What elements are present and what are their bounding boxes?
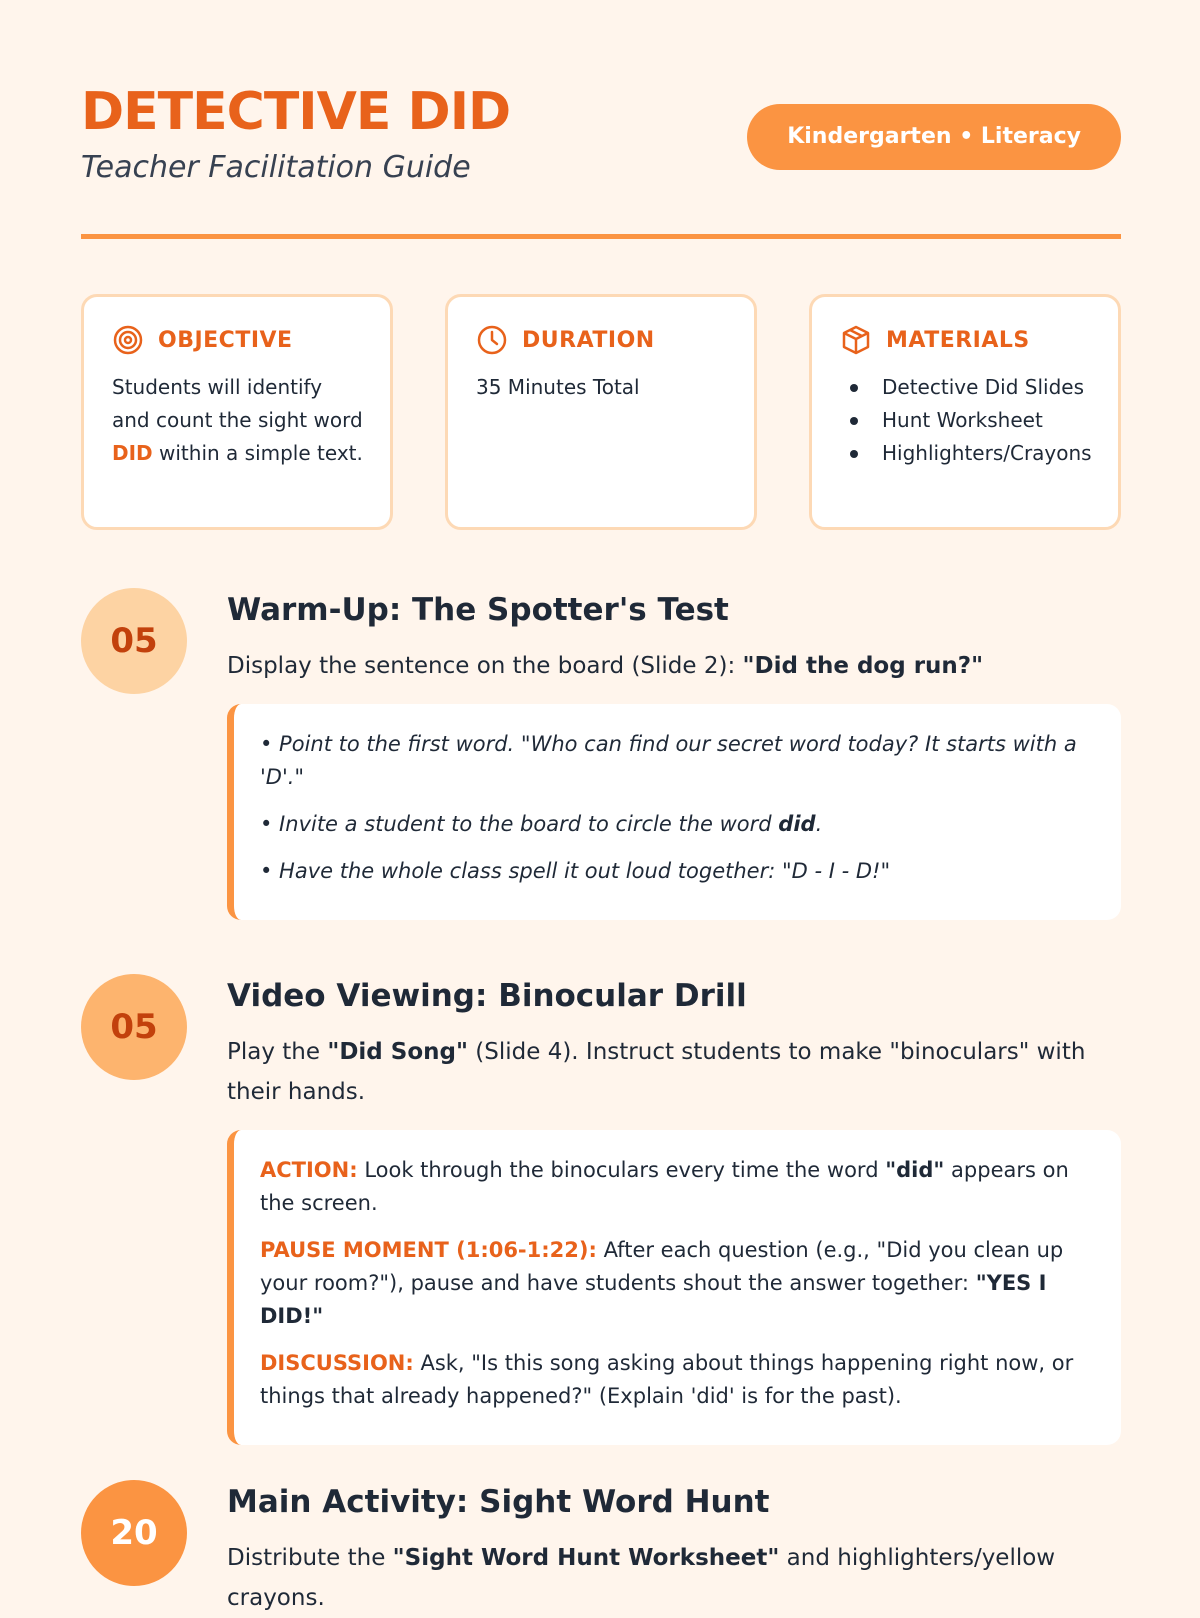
grade-subject-badge: Kindergarten • Literacy <box>747 104 1121 170</box>
materials-card <box>809 294 1121 530</box>
page-header <box>81 0 1121 238</box>
step-title: Main Activity: Sight Word Hunt <box>227 1484 770 1520</box>
step-description <box>227 646 1121 686</box>
note-discussion <box>260 1347 1095 1413</box>
note-after: appears on the screen. <box>260 1158 1069 1215</box>
desc-bold: "Sight Word Hunt Worksheet" <box>392 1545 780 1571</box>
duration-title: DURATION <box>522 327 655 353</box>
step-title: Warm-Up: The Spotter's Test <box>227 592 729 628</box>
bullet-text: • Invite a student to the board to circle the word <box>260 812 779 836</box>
clock-icon <box>476 324 508 356</box>
objective-title: OBJECTIVE <box>158 327 293 353</box>
header-divider <box>81 234 1121 239</box>
list-item: Detective Did Slides <box>850 371 1092 404</box>
note-text: Look through the binoculars every time the word <box>357 1158 886 1182</box>
note-label: PAUSE MOMENT (1:06-1:22): <box>260 1238 597 1262</box>
step-minutes-badge: 05 <box>81 974 187 1080</box>
box-icon <box>840 324 872 356</box>
desc-text: Distribute the <box>227 1545 393 1571</box>
target-icon <box>112 324 144 356</box>
objective-card <box>81 294 393 530</box>
desc-bold: "Did Song" <box>327 1039 468 1065</box>
info-cards <box>81 294 1121 534</box>
instruction-box <box>227 704 1121 920</box>
list-item: Highlighters/Crayons <box>850 437 1092 470</box>
note-bold: "YES I DID!" <box>260 1271 1047 1328</box>
materials-list <box>840 371 1092 470</box>
desc-after: (Slide 4). Instruct students to make "binoculars" with their hands. <box>227 1039 1086 1105</box>
objective-text-before: Students will identify and count the sight word <box>112 375 363 432</box>
instruction-bullet: • Point to the first word. "Who can find our secret word today? It starts with a 'D'." <box>260 732 1077 789</box>
bullet-bold: did <box>778 812 816 836</box>
desc-bold: "Did the dog run?" <box>742 653 984 679</box>
instruction-bullet <box>260 808 1095 841</box>
step-minutes-badge: 05 <box>81 588 187 694</box>
desc-text: Play the <box>227 1039 328 1065</box>
step-title: Video Viewing: Binocular Drill <box>227 978 747 1014</box>
desc-after: and highlighters/yellow crayons. <box>227 1545 1056 1611</box>
step-minutes-badge: 20 <box>81 1480 187 1586</box>
note-label: ACTION: <box>260 1158 358 1182</box>
facilitation-guide <box>81 0 1121 1611</box>
materials-title: MATERIALS <box>886 327 1030 353</box>
step-description <box>227 1032 1121 1112</box>
bullet-after: . <box>815 812 823 836</box>
note-action <box>260 1154 1095 1220</box>
note-pause-moment <box>260 1234 1095 1333</box>
note-bold: "did" <box>885 1158 945 1182</box>
note-text: Ask, "Is this song asking about things happening right now, or things that already happened?" (Explain 'did' is for the past). <box>260 1351 1074 1408</box>
notes-box <box>227 1130 1121 1445</box>
note-text: After each question (e.g., "Did you clean up your room?"), pause and have students shout the answer together: <box>260 1238 1064 1295</box>
duration-text: 35 Minutes Total <box>476 375 640 399</box>
desc-text: Display the sentence on the board (Slide 2): <box>227 653 743 679</box>
page-subtitle: Teacher Facilitation Guide <box>81 150 471 185</box>
instruction-bullet: • Have the whole class spell it out loud together: "D - I - D!" <box>260 859 891 883</box>
note-label: DISCUSSION: <box>260 1351 414 1375</box>
objective-highlight: DID <box>112 441 153 465</box>
page-title: DETECTIVE DID <box>81 82 511 142</box>
duration-card <box>445 294 757 530</box>
objective-text-after: within a simple text. <box>152 441 363 465</box>
objective-text <box>112 371 364 470</box>
list-item: Hunt Worksheet <box>850 404 1092 437</box>
step-description <box>227 1538 1121 1618</box>
